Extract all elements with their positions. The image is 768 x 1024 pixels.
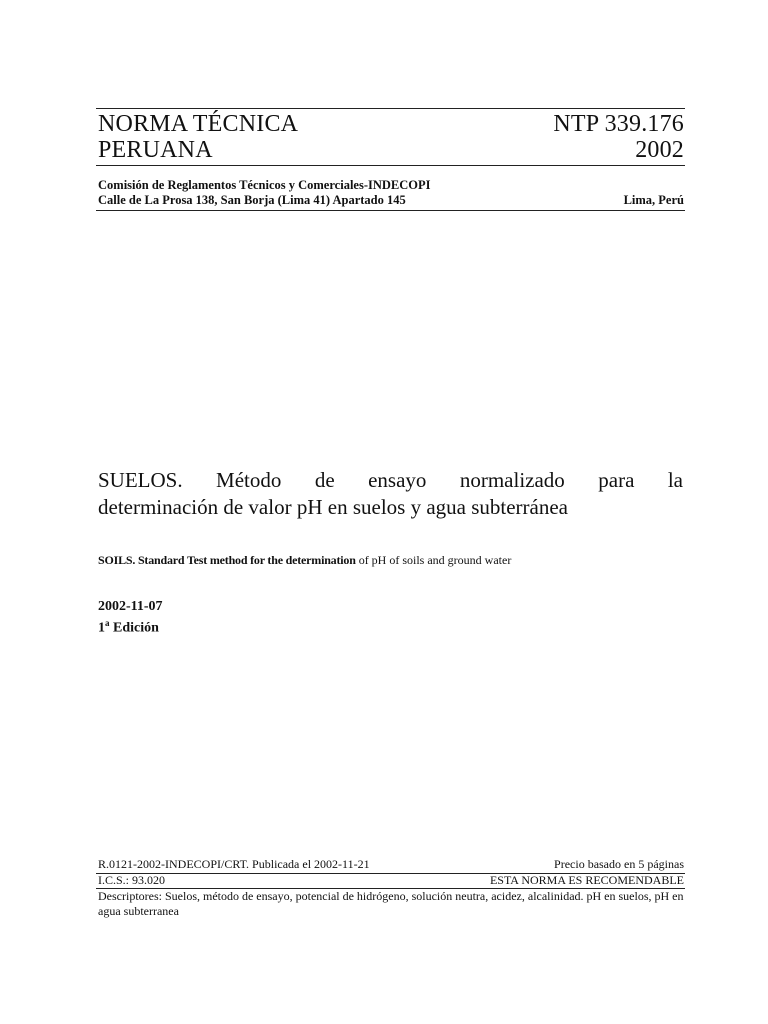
english-title-bold: SOILS. Standard Test method for the determination — [98, 553, 356, 567]
recommendation-text: ESTA NORMA ES RECOMENDABLE — [489, 873, 684, 887]
main-title-word: Método — [216, 468, 282, 492]
main-title-word: normalizado — [459, 468, 565, 492]
price-text: Precio basado en 5 páginas — [554, 857, 684, 871]
main-title-word: SUELOS. — [98, 468, 183, 492]
main-title-word: para — [598, 468, 635, 492]
issuer-address: Calle de La Prosa 138, San Borja (Lima 41) Apartado 145 — [98, 193, 406, 207]
main-title-word: la — [667, 468, 683, 492]
english-title — [98, 553, 511, 568]
edition-superscript: a — [105, 618, 110, 628]
resolution-text: R.0121-2002-INDECOPI/CRT. Publicada el 2002-11-21 — [98, 857, 370, 871]
ics-code: I.C.S.: 93.020 — [98, 873, 166, 887]
descriptors-text: Descriptores: Suelos, método de ensayo, potencial de hidrógeno, solución neutra, acidez, alcalinidad. pH en suelos, pH en agua subterranea — [98, 889, 684, 918]
edition-text: Edición — [109, 620, 159, 636]
edition-number: 1 — [98, 620, 105, 636]
main-title-line1 — [98, 467, 683, 494]
edition-label — [98, 615, 159, 637]
issuer-rule — [96, 210, 685, 211]
document-type-line1: NORMA TÉCNICA — [98, 111, 299, 137]
standard-year: 2002 — [635, 137, 684, 163]
main-title-word: ensayo — [368, 468, 427, 492]
issuer-location: Lima, Perú — [623, 193, 684, 207]
edition-date: 2002-11-07 — [98, 599, 163, 614]
standard-code: NTP 339.176 — [553, 111, 684, 137]
document-type-line2: PERUANA — [98, 137, 213, 163]
main-title-line2: determinación de valor pH en suelos y agua subterránea — [98, 495, 568, 519]
header-bottom-rule — [96, 165, 685, 166]
issuer-commission: Comisión de Reglamentos Técnicos y Comerciales-INDECOPI — [98, 178, 431, 192]
main-title-word: de — [314, 468, 335, 492]
english-title-rest: of pH of soils and ground water — [355, 553, 512, 567]
